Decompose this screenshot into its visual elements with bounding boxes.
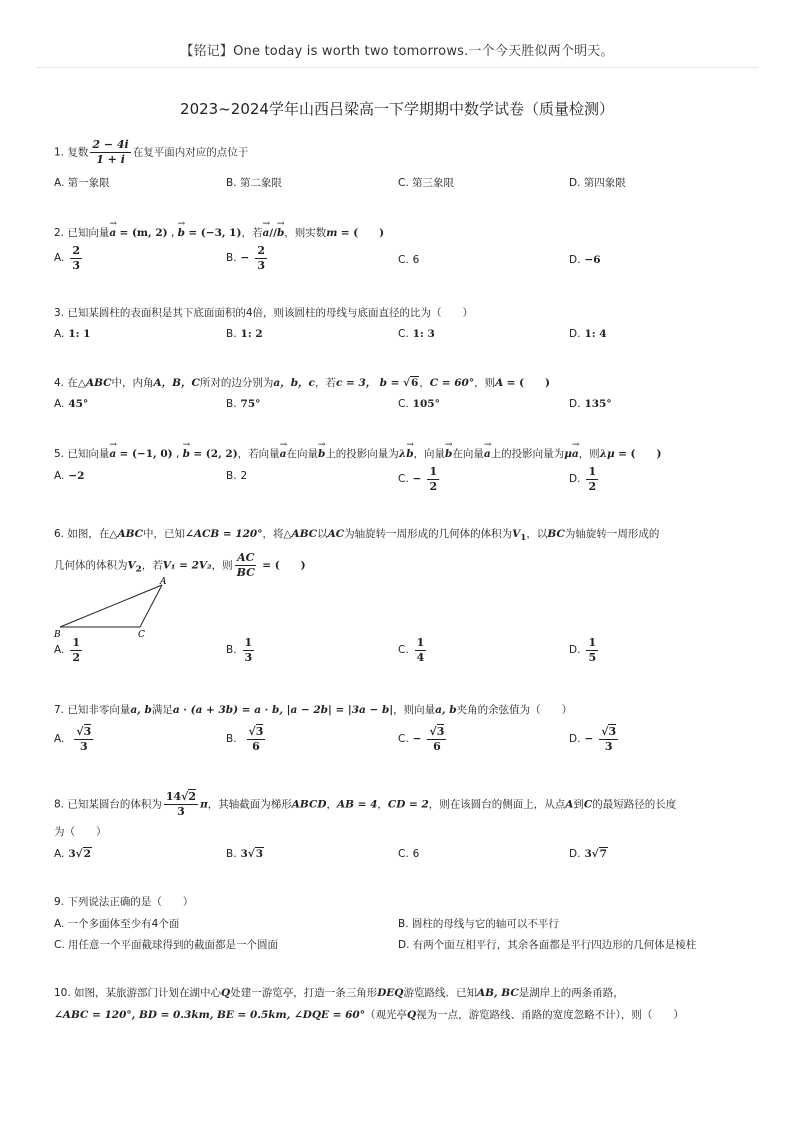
q2-tail: = ( ) [340,227,385,239]
q7-p2: 满足 [151,704,173,716]
q4-stem [54,376,744,391]
q6-p6: ，以 [526,528,548,540]
q8-p5: ，则在该圆台的侧面上，从点 [428,798,566,811]
q6-label-c: C [138,630,145,639]
q7-d-sign: − [584,733,594,745]
q6-stem-line1 [54,527,744,546]
q3-option-a-label: A. [54,328,65,340]
q5-option-d-frac [586,465,598,494]
q1-frac-den: 1 + i [96,153,125,166]
q2-option-d-label: D. [569,254,581,266]
q5-vec-a4: → a [572,447,579,462]
q7-d-den: 3 [604,740,613,753]
q8-a-pre: 3 [68,848,76,860]
q6-frac-num: AC [237,551,255,565]
q4-p3: 所对的边分别为 [199,377,274,389]
q7-a-den: 3 [79,740,88,753]
q7-ab2: a, b [435,704,457,716]
q6-option-c[interactable] [398,636,428,665]
q2-a-num: 2 [72,244,80,257]
q6-line2-b: ，若 [141,559,163,572]
q10-stem-line2 [54,1008,744,1023]
q1-option-a[interactable] [54,176,110,191]
q10-p2: 处建一游览亭，打造一条三角形 [230,987,378,999]
q8-cd: CD = 2 [387,798,429,811]
q10-p3: 游览路线．已知 [403,987,477,999]
q6-p3: ，将△ [262,528,292,540]
q6-line2-c: ，则 [211,559,233,572]
q3-option-a[interactable] [54,327,91,342]
q4-option-d[interactable] [569,397,612,412]
q5-b-val: 2 [240,470,248,482]
motto-header: 【铭记】One today is worth two tomorrows.一个今天胜似两个明天。 [180,44,614,59]
q5-p6: 在向量 [452,448,484,460]
q2-mid: ，若 [241,227,263,239]
q7-c-rad: 3 [436,725,445,738]
q2-prefix: 2. 已知向量 [54,227,110,239]
q9-option-b-text: B. 圆柱的母线与它的轴可以不平行 [398,918,559,930]
question-9 [54,895,744,951]
q7-a-rad: 3 [83,725,92,738]
q6-tail: = ( ) [262,559,306,572]
q4-option-d-label: D. [569,398,581,410]
q8-p3: ， [326,798,337,811]
q2-option-b-label: B. [226,252,237,264]
q7-condition: a · (a + 3b) = a · b, |a − 2b| = |3a − b| [172,704,394,716]
q8-frac-den: 3 [177,805,185,818]
q8-point-a: A [565,798,574,811]
q6-bc: BC [547,528,565,540]
q2-suffix: ，则实数 [284,227,327,239]
q6-ac: AC [327,528,345,540]
q1-option-b[interactable] [226,176,282,191]
q4-p5: ， [419,377,430,389]
q8-fraction: $\frac{14√2}{3}$ [165,790,197,818]
q6-abc2: ABC [291,528,318,540]
q8-b-rad: 3 [255,848,264,860]
question-7 [54,703,744,753]
q5-d-num: 1 [588,465,597,478]
q6-side-ba [60,585,162,627]
q4-p2: 中，内角 [111,377,154,389]
q5-c-den: 2 [429,480,438,493]
q1-option-c-text: C. 第三象限 [398,177,455,189]
q6-stem-line2 [54,551,744,580]
q4-option-b[interactable] [226,397,260,412]
q10-stem-line1 [54,986,744,1001]
q9-option-c-text: C. 用任意一个平面截球得到的截面都是一个圆面 [54,939,279,951]
q5-c-sign: − [412,473,422,485]
q9-stem: 9. 下列说法正确的是（ ） [54,896,194,908]
q2-b-den: 3 [257,259,266,272]
q2-option-c[interactable] [398,253,419,268]
q5-option-d[interactable] [569,465,600,494]
q3-option-b-label: B. [226,328,237,340]
q3-option-d-label: D. [569,328,581,340]
q4-A-var: A [495,377,504,389]
question-2 [54,226,744,272]
q6-option-d[interactable] [569,636,600,665]
q7-b-rad: 3 [255,725,264,738]
q4-p1: 4. 在△ [54,377,86,389]
q2-parallel: // [269,227,277,239]
q8-option-b-label: B. [226,848,237,860]
q8-option-a[interactable]: A. 3√2 [54,848,91,860]
q7-c-sign: − [412,733,422,745]
q7-b-den: 6 [252,740,260,753]
q6-p7: 为轴旋转一周形成的 [564,528,660,540]
q5-vec-b3: → b [406,447,413,462]
q5-p4: 上的投影向量为 [325,448,399,460]
q4-b-rad: 6 [410,377,419,389]
q6-d-num: 1 [588,636,597,649]
q5-a-expr: = (−1, 0) [119,448,173,460]
q6-b-den: 3 [244,651,253,664]
q7-stem [54,703,744,718]
q8-d-rad: 7 [599,848,607,860]
q10-ab-bc: AB, BC [476,987,519,999]
q5-p2: ，若向量 [237,448,280,460]
q4-option-a-val: 45° [68,398,89,410]
q9-option-a[interactable] [54,917,179,932]
q6-line2-a: 几何体的体积为 [54,559,128,572]
q1-fraction [90,138,130,167]
q4-p4: ，若 [314,377,336,389]
q2-vec-a2: → a [262,226,269,241]
q8-options [54,847,744,879]
q5-option-d-label: D. [569,473,581,485]
q4-c-eq: c = 3， [335,377,377,389]
q9-option-d[interactable] [398,938,696,953]
q5-option-a[interactable] [54,469,84,484]
q7-options [54,725,744,757]
q6-frac-den: BC [236,566,255,580]
q1-stem [54,138,744,167]
q9-option-b[interactable] [398,917,559,932]
q8-option-c-label: C. [398,848,409,860]
q4-option-a[interactable] [54,397,88,412]
q7-ab: a, b [130,704,152,716]
q4-option-c-label: C. [398,398,409,410]
q6-b-num: 1 [244,636,253,649]
q4-p7: = ( ) [506,377,550,389]
q3-option-d[interactable] [569,327,607,342]
q5-vec-b2: → b [318,447,325,462]
q8-p6: 到 [573,798,584,811]
q5-lambda-mu: λμ [599,448,615,460]
q1-prefix: 1. 复数 [54,146,89,159]
q6-d-den: 5 [588,651,597,664]
q6-label-a: A [160,577,167,587]
q7-option-b-label: B. [226,733,237,745]
q6-option-a-label: A. [54,644,65,656]
q4-C-eq: C = 60° [429,377,475,389]
q10-deq: DEQ [377,987,404,999]
q4-option-c-val: 105° [412,398,440,410]
q6-p5: 为轴旋转一周形成的几何体的体积为 [344,528,513,540]
q4-sides: a，b，c [273,377,315,389]
q3-stem: 3. 已知某圆柱的表面积是其下底面面积的4倍，则该圆柱的母线与底面直径的比为（ ） [54,307,474,319]
q4-b-eq: b = [379,377,404,389]
q6-option-c-frac [415,636,427,665]
q5-p3: 在向量 [286,448,318,460]
q6-option-d-label: D. [569,644,581,656]
q9-option-d-text: D. 有两个面互相平行，其余各面都是平行四边形的几何体是棱柱 [398,939,697,951]
q3-option-c-label: C. [398,328,409,340]
q6-side-ca [140,585,162,627]
q2-option-a[interactable] [54,244,84,273]
q2-option-a-frac [70,244,82,273]
q5-c-num: 1 [429,465,438,478]
q8-option-d-label: D. [569,848,581,860]
q6-p4: 以 [317,528,328,540]
q4-option-c[interactable] [398,397,440,412]
q2-options [54,244,744,276]
q8-pi: π [200,798,208,811]
q7-c-den: 6 [433,740,441,753]
q6-fraction [235,551,257,580]
q5-option-a-label: A. [54,470,65,482]
q5-b-expr: = (2, 2) [193,448,238,460]
q6-label-b: B [54,630,61,639]
q8-frac-pre: 14 [165,790,182,803]
q8-stem-line2: 为（ ） [54,826,107,838]
q8-option-d[interactable]: D. 3√7 [569,848,607,860]
question-10 [54,986,744,1023]
q5-option-b[interactable] [226,469,247,484]
q2-var: m [326,227,338,239]
q8-frac-rad: 2 [188,790,197,803]
q7-d-rad: 3 [608,725,617,738]
q6-a-num: 1 [72,636,80,649]
q3-option-c-val: 1: 3 [412,328,435,340]
q8-c-val: 6 [412,848,420,860]
q2-a-den: 3 [72,259,80,272]
q2-a-expr: = (m, 2) [119,227,168,239]
q4-option-b-label: B. [226,398,237,410]
q5-d-den: 2 [588,480,597,493]
q4-option-b-val: 75° [240,398,261,410]
q3-option-b-val: 1: 2 [240,328,263,340]
q2-stem: 2. 已知向量→ a = (m, 2) , → b = (−3, 1)，若→ a//→ b，则实数m = ( ) [54,226,744,241]
question-3 [54,306,744,340]
q7-option-a-label: A. [54,733,65,745]
q2-vec-b: → b [178,226,185,241]
q2-b-expr: = (−3, 1) [188,227,242,239]
q6-v2: V [127,559,136,572]
q6-triangle-figure [54,577,174,639]
q7-p1: 7. 已知非零向量 [54,704,131,716]
q10-line2-b: 视为一点，游览路线、甬路的宽度忽略不计），则（ ） [416,1009,684,1021]
q6-option-b-frac [243,636,255,665]
q3-option-d-val: 1: 4 [584,328,607,340]
q5-option-c-frac [427,465,439,494]
question-1 [54,138,744,189]
q5-options [54,465,744,497]
q8-abcd: ABCD [291,798,327,811]
q5-mu: μ [564,448,572,460]
exam-title: 2023~2024学年山西吕梁高一下学期期中数学试卷（质量检测） [180,100,614,118]
q8-a-rad: 2 [83,848,91,860]
q5-lambda: λ [398,448,407,460]
q1-option-d-text: D. 第四象限 [569,177,626,189]
q6-option-c-label: C. [398,644,409,656]
q6-a-den: 2 [72,651,80,664]
q3-option-c[interactable] [398,327,435,342]
q1-options [54,176,744,208]
q7-p3: ，则向量 [393,704,436,716]
q1-option-d[interactable] [569,176,626,191]
q7-option-d-frac: $\frac{√3}{3}$ [601,725,617,753]
q5-vec-b4: → b [445,447,452,462]
q6-v1-sub: 1 [520,533,527,544]
q4-abc: ABC [85,377,112,389]
q7-option-c-frac: $\frac{√3}{6}$ [429,725,445,753]
q7-p4: 夹角的余弦值为（ ） [456,704,573,716]
q2-option-c-label: C. [398,254,409,266]
q2-c-val: 6 [412,254,420,266]
q10-q: Q [221,987,231,999]
q1-option-c[interactable] [398,176,454,191]
q8-b-pre: 3 [240,848,248,860]
q7-option-b-frac: $\frac{√3}{6}$ [248,725,264,753]
q2-b-sign: − [240,252,250,264]
question-5 [54,447,744,493]
q5-vec-a3: → a [484,447,491,462]
q6-eq: V₁ = 2V₂ [162,559,212,572]
q6-option-b-label: B. [226,644,237,656]
q8-p2: ，其轴截面为梯形 [207,798,292,811]
q5-p8: ，则 [578,448,600,460]
q7-option-c[interactable] [398,725,448,754]
q6-option-a-frac [70,636,82,665]
q8-option-c[interactable] [398,847,419,862]
q5-p7: 上的投影向量为 [490,448,565,460]
q4-option-d-val: 135° [584,398,612,410]
q8-ab: AB = 4 [336,798,378,811]
q8-option-a-label: A. [54,848,65,860]
q3-options [54,327,744,359]
q6-c-num: 1 [416,636,425,649]
q2-b-num: 2 [257,244,266,257]
q7-option-b[interactable] [226,725,267,754]
q3-option-b[interactable] [226,327,263,342]
q4-p6: ，则 [474,377,496,389]
q5-option-c-label: C. [398,473,409,485]
q2-d-val: −6 [584,254,601,266]
q3-option-a-val: 1: 1 [68,328,91,340]
q10-q2: Q [407,1009,417,1021]
q8-p1: 8. 已知某圆台的体积为 [54,798,162,811]
q6-p2: 中，已知 [143,528,186,540]
q2-vec-b2: → b [277,226,284,241]
q2-option-d[interactable] [569,253,601,268]
q6-abc: ABC [117,528,144,540]
q9-option-a-text: A. 一个多面体至少有4个面 [54,918,180,930]
q1-option-a-text: A. 第一象限 [54,177,110,189]
q8-p7: 的最短路径的长度 [592,798,677,811]
q8-d-pre: 3 [584,848,592,860]
q7-option-a-frac: $\frac{√3}{3}$ [76,725,92,753]
q4-angles: A，B，C [153,377,200,389]
q6-angle: ∠ACB = 120° [185,528,263,540]
q7-option-c-label: C. [398,733,409,745]
q2-option-b-frac [255,244,267,273]
q2-option-b[interactable] [226,244,269,273]
q9-option-c[interactable] [54,938,278,953]
q10-line2-math: ∠ABC = 120°, BD = 0.3km, BE = 0.5km, ∠DQE = 60° [54,1009,365,1021]
q5-a-val: −2 [68,470,85,482]
q6-v1: V [512,528,521,540]
q5-stem: 5. 已知向量→ a = (−1, 0) , → b = (2, 2)，若向量→ a在向量→ b上的投影向量为λ→ b，向量→ b在向量→ a上的投影向量为μ→ a，则λμ = ( ) [54,447,744,462]
q6-option-b[interactable] [226,636,256,665]
q5-p9: = ( ) [618,448,662,460]
q5-vec-a2: → a [280,447,287,462]
q8-point-c: C [583,798,593,811]
q5-option-c[interactable] [398,465,441,494]
q8-p4: ， [377,798,388,811]
q10-p1: 10. 如图，某旅游部门计划在湖中心 [54,987,222,999]
q5-vec-b: → b [183,447,190,462]
q6-option-d-frac [586,636,598,665]
q4-sqrt: √6 [403,377,419,389]
q7-option-d[interactable] [569,725,620,754]
q6-options [54,636,744,668]
q10-p4: 是湖岸上的两条甬路， [518,987,624,999]
q4-option-a-label: A. [54,398,65,410]
header-divider [36,67,758,68]
q8-stem-line1 [54,790,744,819]
q10-line2-a: （观光亭 [365,1009,407,1021]
q6-c-den: 4 [416,651,425,664]
question-8 [54,790,744,860]
q5-vec-a: → a [109,447,116,462]
q7-option-d-label: D. [569,733,581,745]
q6-v2-sub: 2 [135,564,142,575]
q2-vec-a: → a [109,226,116,241]
q8-option-b[interactable]: B. 3√3 [226,848,264,860]
question-4 [54,376,744,410]
q2-option-a-label: A. [54,252,65,264]
q4-options [54,397,744,429]
q6-p1: 6. 如图，在△ [54,528,118,540]
q1-option-b-text: B. 第二象限 [226,177,282,189]
q5-option-b-label: B. [226,470,237,482]
q1-suffix: 在复平面内对应的点位于 [132,146,249,159]
q5-p1: 5. 已知向量 [54,448,110,460]
q5-p5: ，向量 [413,448,446,460]
question-6 [54,527,744,664]
q7-option-a[interactable] [54,725,95,754]
q6-option-a[interactable] [54,636,84,665]
q1-frac-num: 2 − 4i [92,138,129,151]
